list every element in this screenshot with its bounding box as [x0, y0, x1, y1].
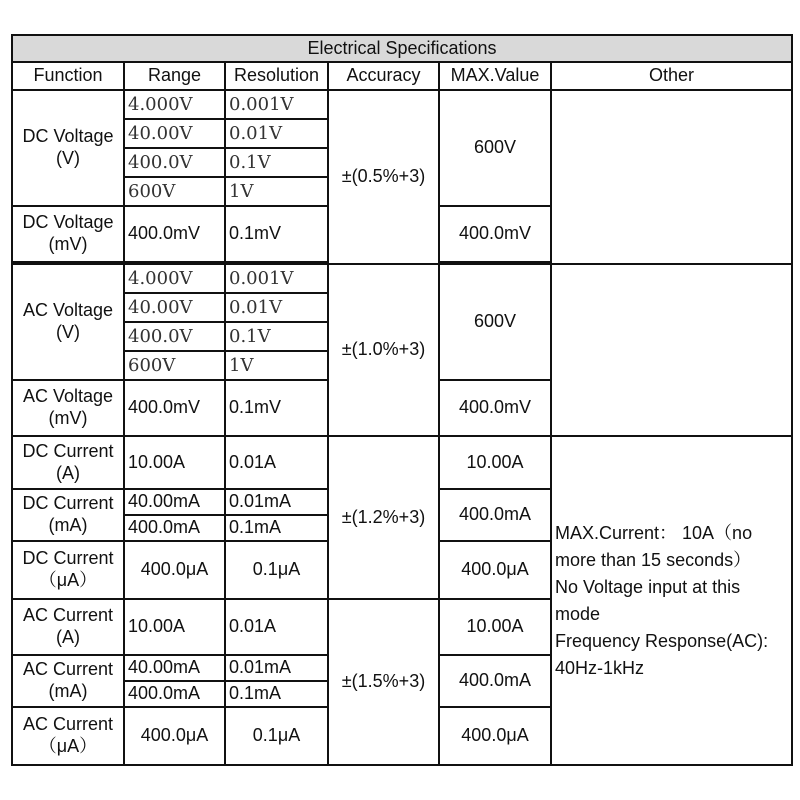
range-cell: 400.0mA: [124, 515, 225, 541]
range-cell: 400.0mV: [124, 380, 225, 436]
function-unit: （μA）: [38, 736, 98, 756]
range-cell: 400.0mV: [124, 206, 225, 262]
max-ac-current-ua: 400.0μA: [439, 707, 551, 765]
header-resolution: Resolution: [225, 62, 328, 90]
table-title: Electrical Specifications: [12, 35, 792, 62]
range-cell: 40.00V: [124, 119, 225, 148]
resolution-cell: 0.1mA: [225, 681, 328, 707]
function-name: DC Current: [22, 493, 114, 514]
resolution-cell: 0.01mA: [225, 489, 328, 515]
resolution-cell: 0.01A: [225, 436, 328, 489]
function-name: DC Voltage: [22, 212, 114, 233]
header-accuracy: Accuracy: [328, 62, 439, 90]
header-other: Other: [551, 62, 792, 90]
range-cell: 40.00mA: [124, 489, 225, 515]
function-unit: (V): [56, 322, 80, 342]
range-cell: 10.00A: [124, 436, 225, 489]
max-dc-voltage-v: 600V: [439, 90, 551, 206]
max-ac-voltage-mv: 400.0mV: [439, 380, 551, 436]
range-cell: 4.000V: [124, 90, 225, 119]
resolution-cell: 0.1mV: [225, 380, 328, 436]
resolution-cell: 0.1mV: [225, 206, 328, 262]
resolution-cell: 1V: [225, 177, 328, 206]
function-unit: (mV): [48, 408, 88, 428]
range-cell: 400.0mA: [124, 681, 225, 707]
resolution-cell: 0.001V: [225, 90, 328, 119]
range-cell: 400.0V: [124, 148, 225, 177]
max-dc-current-ma: 400.0mA: [439, 489, 551, 541]
resolution-cell: 0.01mA: [225, 655, 328, 681]
resolution-cell: 1V: [225, 351, 328, 380]
note-line: No Voltage input at this: [555, 576, 741, 597]
resolution-cell: 0.1μA: [225, 707, 328, 765]
accuracy-dc-current: ±(1.2%+3): [328, 436, 439, 599]
function-name: AC Current: [22, 659, 114, 680]
function-unit: (mA): [48, 515, 88, 535]
other-current-note: [551, 436, 792, 765]
function-ac-current-a: [12, 599, 124, 655]
note-line: MAX.Current： 10A（no: [555, 522, 753, 543]
range-cell: 10.00A: [124, 599, 225, 655]
function-unit: (V): [56, 148, 80, 168]
other-voltage-ac: [551, 264, 792, 436]
function-unit: (A): [56, 462, 80, 483]
function-ac-voltage-v: [12, 264, 124, 380]
function-dc-voltage-mv: [12, 206, 124, 262]
resolution-cell: 0.1V: [225, 322, 328, 351]
function-unit: (mA): [48, 681, 88, 701]
function-dc-voltage-v: [12, 90, 124, 206]
function-ac-voltage-mv: [12, 380, 124, 436]
resolution-cell: 0.01V: [225, 293, 328, 322]
function-name: AC Current: [22, 605, 114, 626]
max-ac-current-a: 10.00A: [439, 599, 551, 655]
max-ac-voltage-v: 600V: [439, 264, 551, 380]
resolution-cell: 0.1mA: [225, 515, 328, 541]
max-dc-current-ua: 400.0μA: [439, 541, 551, 599]
function-name: DC Current: [22, 548, 114, 569]
other-voltage-dc: [551, 90, 792, 264]
range-cell: 400.0V: [124, 322, 225, 351]
resolution-cell: 0.1V: [225, 148, 328, 177]
function-ac-current-ua: [12, 707, 124, 765]
range-cell: 600V: [124, 177, 225, 206]
range-cell: 600V: [124, 351, 225, 380]
function-unit: (A): [56, 627, 80, 647]
function-dc-current-ua: [12, 541, 124, 599]
function-name: DC Current: [22, 440, 114, 461]
accuracy-ac-voltage: ±(1.0%+3): [328, 264, 439, 436]
max-dc-voltage-mv: 400.0mV: [439, 206, 551, 262]
function-unit: (mV): [48, 234, 88, 254]
header-range: Range: [124, 62, 225, 90]
note-line: mode: [555, 603, 601, 624]
range-cell: 400.0μA: [124, 707, 225, 765]
note-line: more than 15 seconds）: [555, 549, 752, 570]
function-ac-current-ma: [12, 655, 124, 707]
function-name: DC Voltage: [22, 126, 114, 147]
range-cell: 40.00mA: [124, 655, 225, 681]
resolution-cell: 0.01V: [225, 119, 328, 148]
accuracy-ac-current: ±(1.5%+3): [328, 599, 439, 765]
function-name: AC Voltage: [22, 300, 114, 321]
max-ac-current-ma: 400.0mA: [439, 655, 551, 707]
resolution-cell: 0.001V: [225, 264, 328, 293]
range-cell: 4.000V: [124, 264, 225, 293]
header-max-value: MAX.Value: [439, 62, 551, 90]
resolution-cell: 0.01A: [225, 599, 328, 655]
function-dc-current-ma: [12, 489, 124, 541]
function-name: AC Current: [22, 714, 114, 735]
function-dc-current-a: [12, 436, 124, 489]
header-function: Function: [12, 62, 124, 90]
range-cell: 400.0μA: [124, 541, 225, 599]
accuracy-dc-voltage: ±(0.5%+3): [328, 90, 439, 264]
function-name: AC Voltage: [22, 386, 114, 407]
range-cell: 40.00V: [124, 293, 225, 322]
function-unit: （μA）: [38, 570, 98, 590]
electrical-specifications-table: [11, 34, 793, 766]
note-line: Frequency Response(AC):: [555, 630, 769, 651]
note-line: 40Hz-1kHz: [555, 657, 645, 678]
resolution-cell: 0.1μA: [225, 541, 328, 599]
max-dc-current-a: 10.00A: [439, 436, 551, 489]
